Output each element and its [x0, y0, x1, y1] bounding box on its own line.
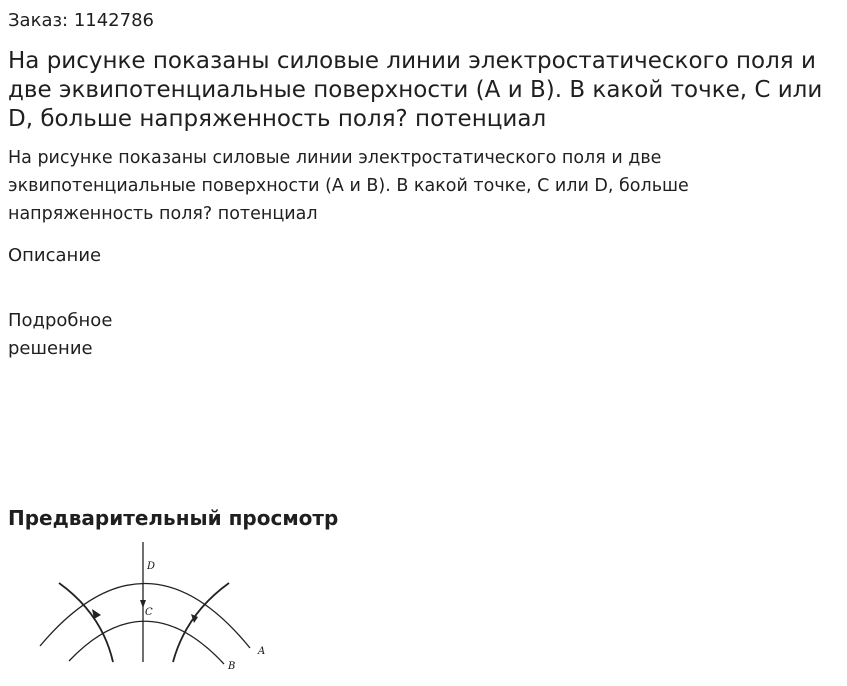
surface-b-label: B [228, 661, 236, 672]
preview-heading: Предварительный просмотр [8, 506, 339, 530]
field-line-right [173, 583, 229, 662]
field-lines-figure [36, 540, 276, 680]
task-description: На рисунке показаны силовые линии электростатического поля и две эквипотенциальные поверхности (А и В). В какой точке, С или D, больше напряженность поля? потенциал [8, 148, 689, 224]
point-d-label: D [147, 561, 156, 572]
surface-a-label: A [258, 646, 266, 657]
order-number: Заказ: 1142786 [8, 10, 154, 31]
description-label: Описание [8, 245, 102, 266]
field-line-left [59, 583, 113, 662]
detailed-solution-label: Подробное решение [8, 310, 113, 359]
point-c-label: C [145, 607, 153, 618]
equipotential-surface-b [69, 621, 224, 664]
task-title: На рисунке показаны силовые линии электростатического поля и две эквипотенциальные поверхности (А и В). В какой точке, С или D, больше напряженность поля? потенциал [8, 48, 823, 132]
